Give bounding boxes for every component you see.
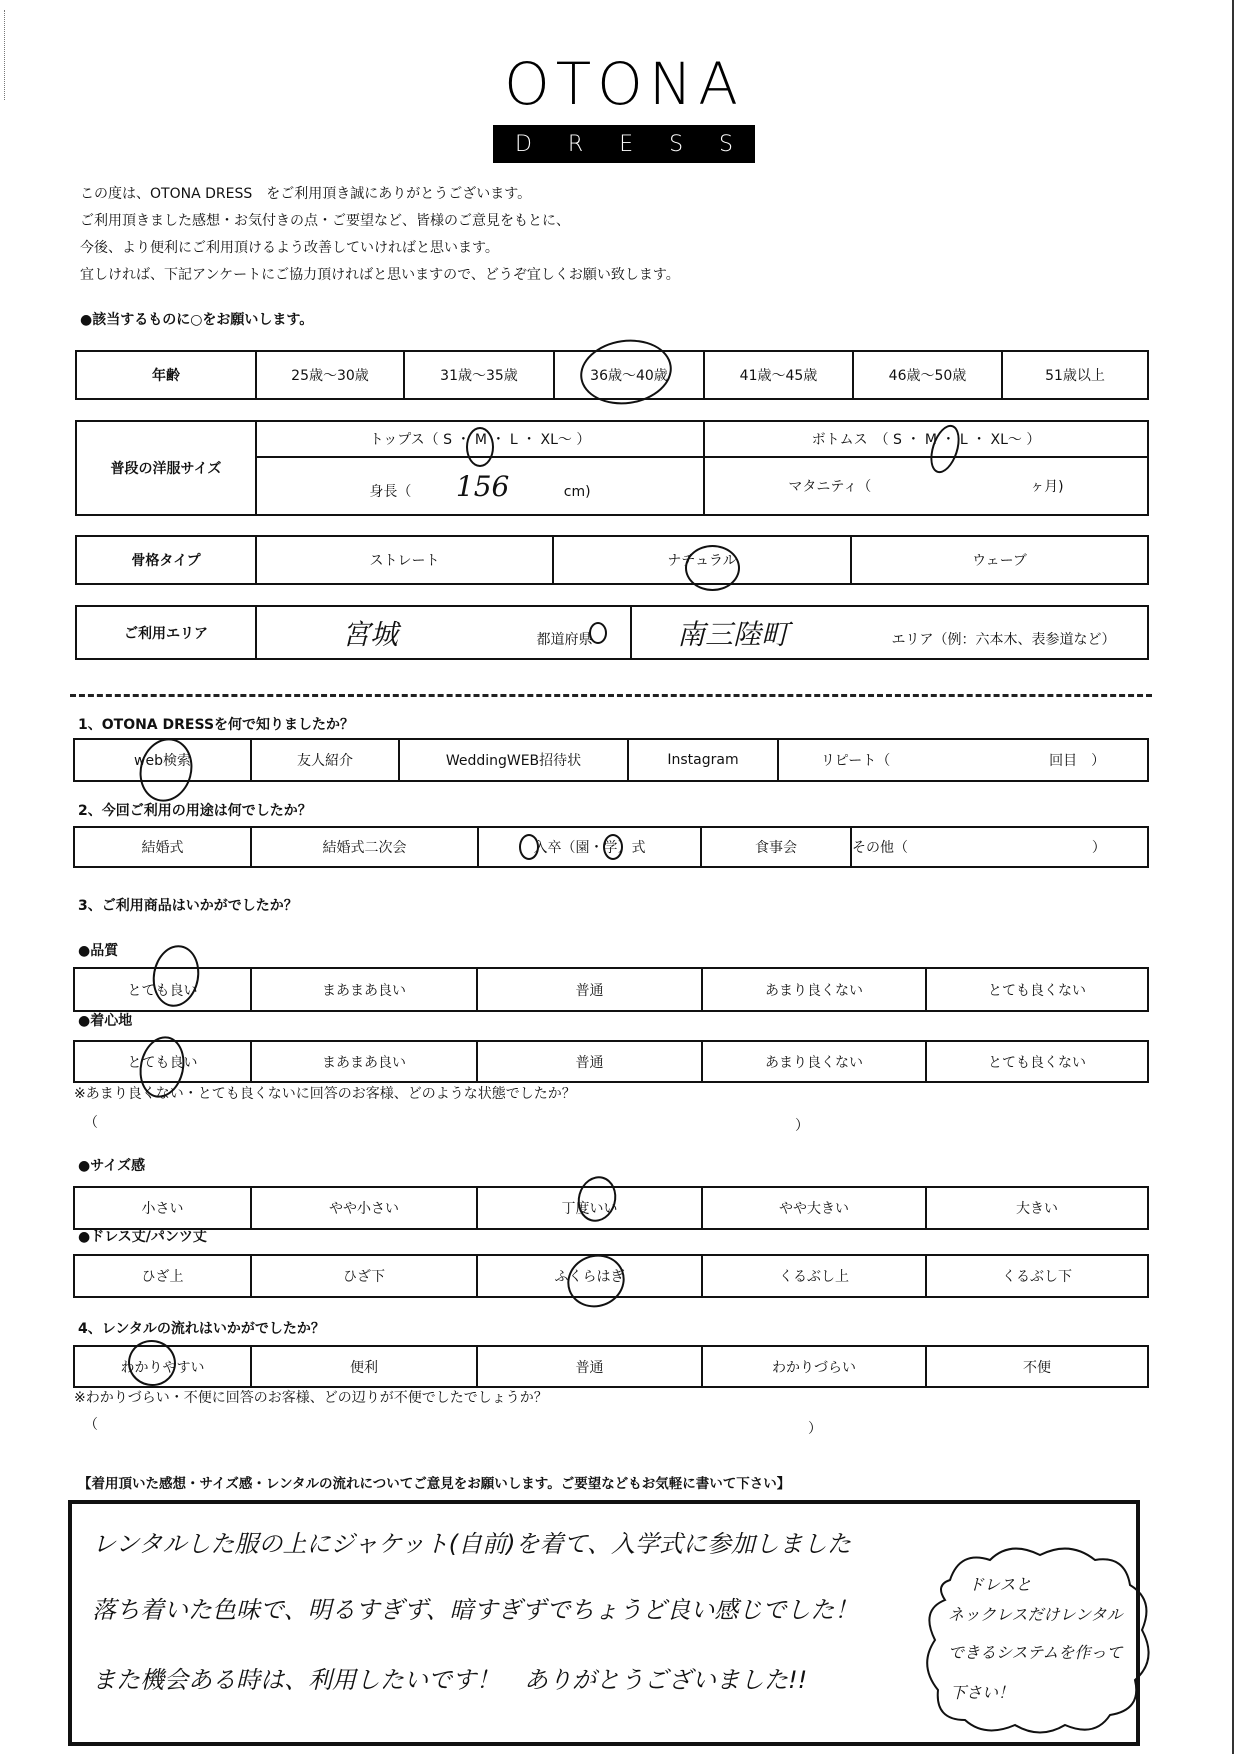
quality-option-selected[interactable]: とても良い — [74, 968, 251, 1011]
comfort-option[interactable]: まあまあ良い — [251, 1041, 477, 1082]
quality-table — [73, 967, 1149, 1012]
age-table — [75, 350, 1149, 400]
area-field[interactable] — [631, 606, 1148, 659]
comfort-paren-open: （ — [84, 1115, 98, 1131]
q1-option-selected[interactable]: web検索 — [74, 739, 251, 781]
maternity-prefix: マタニティ（ — [788, 479, 872, 496]
length-option[interactable]: ひざ下 — [251, 1255, 477, 1297]
bone-label: 骨格タイプ — [76, 536, 256, 584]
size-feel-option[interactable]: 小さい — [74, 1187, 251, 1229]
height-value: 156 — [455, 469, 510, 503]
size-feel-option-selected[interactable]: 丁度いい — [477, 1187, 702, 1229]
q2-option[interactable]: 食事会 — [701, 827, 851, 867]
q1-option[interactable]: WeddingWEB招待状 — [399, 739, 628, 781]
area-value: 南三陸町 — [677, 617, 790, 651]
page-edge-marks — [4, 10, 5, 100]
quality-label: ●品質 — [78, 943, 119, 959]
comment-line: 落ち着いた色味で、明るすぎず、暗すぎずでちょうど良い感じでした！ — [92, 1596, 859, 1624]
bubble-line: できるシステムを作って — [948, 1643, 1123, 1662]
comfort-label: ●着心地 — [78, 1013, 133, 1029]
length-label: ●ドレス丈/パンツ丈 — [78, 1229, 207, 1245]
bone-option[interactable]: ストレート — [256, 536, 553, 584]
logo-letter: S — [669, 131, 684, 157]
logo-otona: OTONA — [504, 50, 744, 118]
area-label: ご利用エリア — [76, 606, 256, 659]
q2-title: 2、今回ご利用の用途は何でしたか？ — [78, 803, 312, 819]
q1-option[interactable]: Instagram — [628, 739, 778, 781]
logo-letter: R — [567, 131, 584, 157]
length-table — [73, 1254, 1149, 1298]
quality-option[interactable]: とても良くない — [926, 968, 1148, 1011]
comment-line: また機会ある時は、利用したいです！ ありがとうございました!! — [92, 1666, 808, 1694]
quality-option[interactable]: 普通 — [477, 968, 702, 1011]
bone-option[interactable]: ウェーブ — [851, 536, 1148, 584]
q2-option-other[interactable] — [851, 827, 1148, 867]
intro-line: ご利用頂きました感想・お気付きの点・ご要望など、皆様のご意見をもとに、 — [80, 213, 570, 229]
prefecture-suffix: 都道府県 — [536, 631, 593, 648]
length-option[interactable]: くるぶし上 — [702, 1255, 926, 1297]
comfort-paren-close: ） — [795, 1118, 809, 1134]
age-option[interactable]: 41歳～45歳 — [704, 351, 853, 399]
intro-line: 宜しければ、下記アンケートにご協力頂ければと思いますので、どうぞ宜しくお願い致します。 — [80, 267, 680, 283]
logo-letter: S — [719, 131, 733, 157]
quality-option[interactable]: あまり良くない — [702, 968, 926, 1011]
size-feel-label: ●サイズ感 — [78, 1158, 146, 1174]
repeat-suffix: 回目 ） — [1049, 753, 1106, 769]
maternity-field[interactable] — [704, 457, 1148, 515]
comfort-option[interactable]: 普通 — [477, 1041, 702, 1082]
maternity-suffix: ヶ月) — [1030, 479, 1064, 496]
size-feel-option[interactable]: やや大きい — [702, 1187, 926, 1229]
bone-table — [75, 535, 1149, 585]
size-feel-table — [73, 1186, 1149, 1230]
age-option-selected[interactable]: 36歳～40歳 — [554, 351, 704, 399]
q1-option-repeat[interactable] — [778, 739, 1148, 781]
comment-line: レンタルした服の上にジャケット(自前)を着て、入学式に参加しました — [92, 1530, 852, 1558]
size-feel-option[interactable]: やや小さい — [251, 1187, 477, 1229]
q2-option[interactable]: 結婚式二次会 — [251, 827, 478, 867]
repeat-prefix: リピート（ — [820, 753, 891, 769]
q4-note: ※わかりづらい・不便に回答のお客様、どの辺りが不便でしたでしょうか？ — [74, 1390, 548, 1406]
q2-table — [73, 826, 1149, 868]
q4-table — [73, 1345, 1149, 1388]
other-prefix: その他（ — [852, 840, 908, 856]
bone-option-selected[interactable]: ナチュラル — [553, 536, 851, 584]
q3-title: 3、ご利用商品はいかがでしたか？ — [78, 898, 298, 914]
q4-option[interactable]: 普通 — [477, 1346, 702, 1387]
quality-option[interactable]: まあまあ良い — [251, 968, 477, 1011]
comfort-option[interactable]: とても良くない — [926, 1041, 1148, 1082]
bottoms-size[interactable]: ボトムス （ S ・ M ・ L ・ XL～ ） — [704, 421, 1148, 457]
logo-dress-bar — [493, 125, 755, 163]
height-suffix: cm) — [563, 483, 591, 500]
other-suffix: ） — [1091, 840, 1106, 856]
divider-dashed — [70, 694, 1152, 697]
bubble-line: ネックレスだけレンタル — [948, 1605, 1123, 1624]
q1-option[interactable]: 友人紹介 — [251, 739, 399, 781]
bubble-line: ドレスと — [968, 1575, 1032, 1594]
instruction: ●該当するものに○をお願いします。 — [80, 312, 314, 328]
area-hint: エリア（例：六本木、表参道など） — [891, 631, 1116, 648]
age-option[interactable]: 46歳～50歳 — [853, 351, 1002, 399]
q1-table — [73, 738, 1149, 782]
intro-line: 今後、より便利にご利用頂けるよう改善していければと思います。 — [80, 240, 499, 256]
tops-size[interactable]: トップス（ S ・ M ・ L ・ XL～ ） — [256, 421, 704, 457]
prefecture-value: 宮城 — [342, 617, 399, 651]
length-option[interactable]: くるぶし下 — [926, 1255, 1148, 1297]
size-table — [75, 420, 1149, 516]
q4-option[interactable]: わかりづらい — [702, 1346, 926, 1387]
prefecture-field[interactable] — [256, 606, 631, 659]
age-option[interactable]: 51歳以上 — [1002, 351, 1148, 399]
q4-paren-open: （ — [84, 1417, 98, 1433]
length-option-selected[interactable]: ふくらはぎ — [477, 1255, 702, 1297]
q4-paren-close: ） — [808, 1421, 822, 1437]
comments-header: 【着用頂いた感想・サイズ感・レンタルの流れについてご意見をお願いします。ご要望などもお気軽に書いて下さい】 — [78, 1476, 791, 1492]
logo-letter: E — [619, 131, 634, 157]
comfort-option-selected[interactable]: とても良い — [74, 1041, 251, 1082]
q4-option-selected[interactable]: わかりやすい — [74, 1346, 251, 1387]
q4-option[interactable]: 不便 — [926, 1346, 1148, 1387]
comfort-note: ※あまり良くない・とても良くないに回答のお客様、どのような状態でしたか？ — [74, 1086, 576, 1102]
q2-option[interactable]: 結婚式 — [74, 827, 251, 867]
age-label: 年齢 — [76, 351, 256, 399]
length-option[interactable]: ひざ上 — [74, 1255, 251, 1297]
intro-line: この度は、OTONA DRESS をご利用頂き誠にありがとうございます。 — [80, 186, 532, 202]
comfort-option[interactable]: あまり良くない — [702, 1041, 926, 1082]
logo-letter: D — [515, 131, 532, 157]
q1-title: 1、OTONA DRESSを何で知りましたか？ — [78, 717, 355, 733]
age-option[interactable]: 25歳～30歳 — [256, 351, 404, 399]
page-edge-line — [1232, 0, 1234, 1754]
height-prefix: 身長（ — [369, 483, 412, 500]
height-field[interactable] — [256, 457, 704, 515]
size-feel-option[interactable]: 大きい — [926, 1187, 1148, 1229]
q4-title: 4、レンタルの流れはいかがでしたか？ — [78, 1321, 325, 1337]
bubble-line: 下さい！ — [950, 1683, 1015, 1702]
q2-option-selected[interactable]: 入卒（園・学）式 — [478, 827, 701, 867]
age-option[interactable]: 31歳～35歳 — [404, 351, 554, 399]
q4-option[interactable]: 便利 — [251, 1346, 477, 1387]
size-label: 普段の洋服サイズ — [76, 421, 256, 515]
area-table — [75, 605, 1149, 660]
comfort-table — [73, 1040, 1149, 1083]
